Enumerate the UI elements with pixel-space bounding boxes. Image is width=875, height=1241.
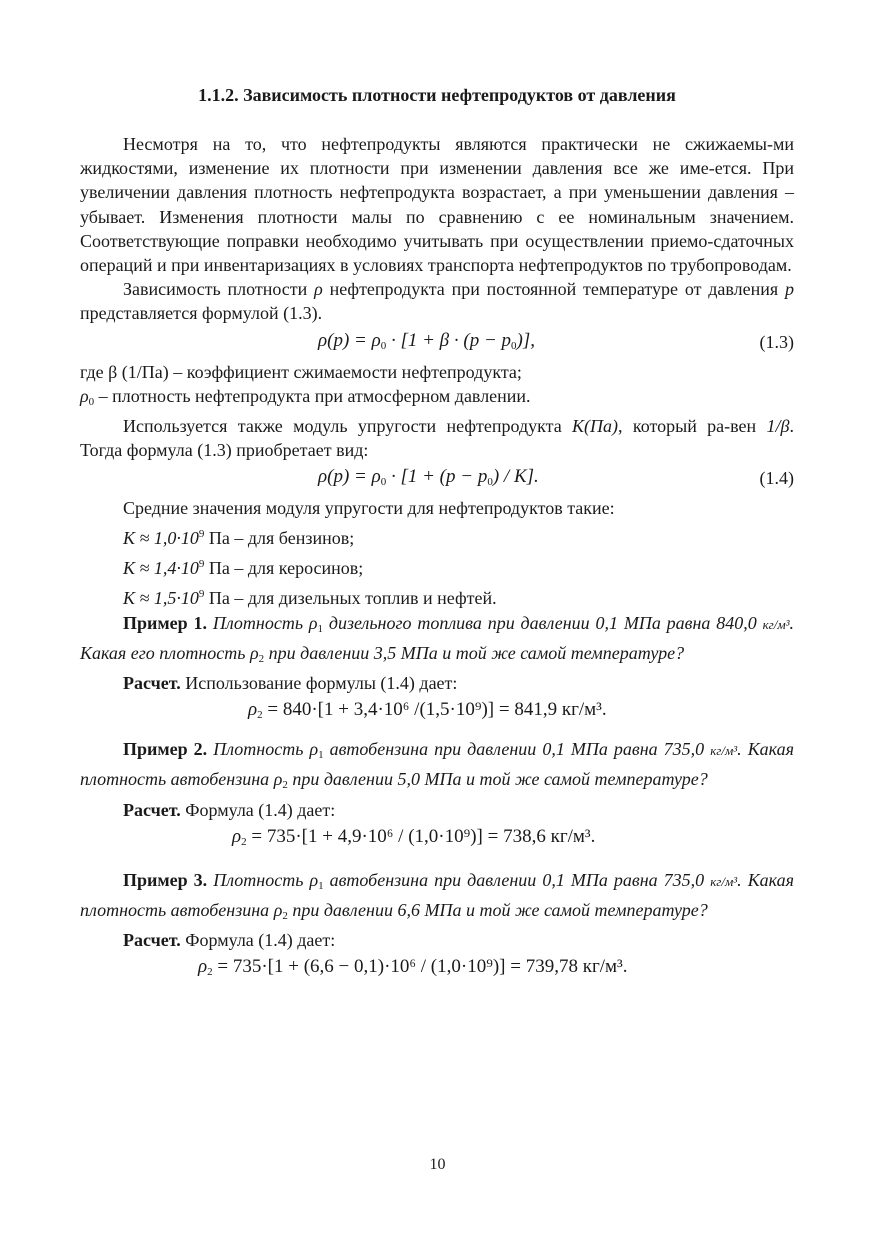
modulus-list [80, 521, 794, 611]
example-2: Пример 2. Плотность $\rho_1$ автобензина при давлении 0,1 МПа равна 735,0 кг/м³. Какая плотность автобензина $\rho_2$ при давлении 5,0 МПа и той же самой температуре? [80, 739, 794, 792]
paragraph-modulus: Используется также модуль упругости нефтепродукта K(Па), который ра-вен 1/β. Тогда формула (1.3) приобретает вид: [80, 416, 794, 461]
example-1: Пример 1. Плотность $\rho_1$ дизельного топлива при давлении 0,1 МПа равна 840,0 кг/м³. Какая его плотность $\rho_2$ при давлении 3,5 МПа и той же самой температуре? [80, 612, 795, 665]
example-1-formula: $\rho_2 = 840\cdot[1 + 3,4\cdot 10^6$ /(1,5·10⁹)] = 841,9 кг/м³. [248, 699, 607, 722]
example-2-calc: Расчет. Формула (1.4) дает: [123, 799, 336, 820]
page-number: 10 [429, 1156, 446, 1173]
example-3: Пример 3. Плотность $\rho_1$ автобензина при давлении 0,1 МПа равна 735,0 кг/м³. Какая плотность автобензина $\rho_2$ при давлении 6,6 МПа и той же самой температуре? [80, 869, 794, 923]
equation-1-3 [80, 326, 794, 360]
example-3-formula: $\rho_2 = 735\cdot[1 + (6,6 - 0,1)\cdot 10^6 / (1,0\cdot 10^9)] = 739,78$ кг/м³. [198, 956, 628, 979]
equation-1-4-body: $\rho(p) = \rho_0 \cdot [1 + (p - p_0) / K]$. [318, 466, 539, 489]
modulus-item-kerosene: $K \approx 1,4\cdot 10^9$ Па – для керосинов; [123, 557, 364, 578]
paragraph-intro: Несмотря на то, что нефтепродукты являются практически не сжижаемы-ми жидкостями, изменение их плотности при изменении давления все же име-ется. При увеличении давления плотность нефтепродукта возрастает, а при уменьшении давления – убывает. Изменения плотности малы по сравнению с ее номинальным значением. Соответствующие поправки необходимо учитывать при осуществлении приемо-сдаточных операций и при инвентаризациях в условиях транспорта нефтепродуктов по трубопроводам. [80, 134, 794, 276]
modulus-item-gasoline: $K \approx 1,0\cdot 10^9$ Па – для бензинов; [123, 527, 355, 548]
example-3-calc: Расчет. Формула (1.4) дает: [123, 930, 336, 951]
paragraph-modulus-values: Средние значения модуля упругости для нефтепродуктов такие: [123, 498, 615, 519]
equation-1-3-number: (1.3) [759, 331, 794, 352]
example-1-calc: Расчет. Использование формулы (1.4) дает: [123, 673, 458, 694]
example-2-formula: $\rho_2 = 735\cdot[1 + 4,9\cdot 10^6 / (1,0\cdot 10^9)] = 738,6$ кг/м³. [232, 825, 596, 848]
where-rho0: $\rho_0$ – плотность нефтепродукта при атмосферном давлении. [80, 385, 531, 408]
modulus-item-diesel: $K \approx 1,5\cdot 10^9$ Па – для дизельных топлив и нефтей. [123, 587, 497, 608]
equation-1-3-body: $\rho(p) = \rho_0 \cdot [1 + \beta \cdot (p - p_0)]$, [318, 329, 536, 352]
equation-1-4-number: (1.4) [759, 468, 794, 489]
paragraph-dependence: Зависимость плотности ρ нефтепродукта при постоянной температуре от давления p представляется формулой (1.3). [80, 279, 795, 324]
equation-1-4 [80, 462, 794, 496]
section-heading: 1.1.2. Зависимость плотности нефтепродуктов от давления [198, 85, 676, 105]
page-content [80, 80, 794, 986]
where-beta: где β (1/Па) – коэффициент сжимаемости нефтепродукта; [80, 361, 522, 382]
